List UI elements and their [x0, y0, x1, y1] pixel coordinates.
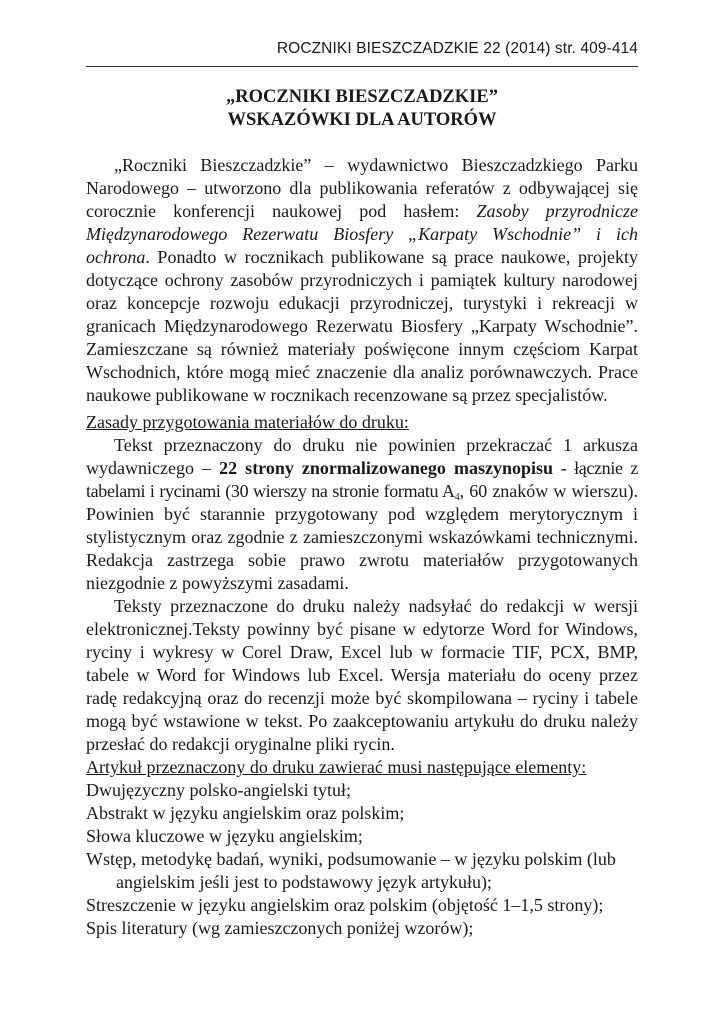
running-header: ROCZNIKI BIESZCZADZKIE 22 (2014) str. 409-414	[276, 40, 638, 57]
title-line-2: WSKAZÓWKI DLA AUTORÓW	[227, 110, 497, 130]
rules-paragraph-2: Teksty przeznaczone do druku należy nadsyłać do redakcji w wersji elektronicznej.Teksty powinny być pisane w edytorze Word for Windows, ryciny i wykresy w Corel Draw, Excel lub w formacie TIF, PCX, BMP, tabele w Word for Windows lub Excel. Wersja materiału do oceny przez radę redakcyjną oraz do recenzji może być skompilowana – ryciny i tabele mogą być wstawione w tekst. Po zaakceptowaniu artykułu do druku należy przesłać do redakcji oryginalne pliki rycin.	[86, 596, 638, 754]
header-rule	[86, 66, 638, 67]
list-item: Streszczenie w języku angielskim oraz polskim (objętość 1–1,5 strony);	[86, 895, 604, 915]
list-item: Abstrakt w języku angielskim oraz polskim;	[86, 803, 405, 823]
rules-text-1: Tekst przeznaczony do druku nie powinien przekraczać 1 arkusza wydawniczego –	[86, 435, 638, 478]
document-body	[86, 154, 638, 940]
list-item: Spis literatury (wg zamieszczonych poniżej wzorów);	[86, 918, 474, 938]
elements-heading: Artykuł przeznaczony do druku zawierać musi następujące elementy:	[86, 757, 587, 777]
rules-text-2: - łącznie z tabelami i rycinami (30 wierszy na stronie formatu A	[86, 458, 638, 501]
page-limit: 22 strony znormalizowanego maszynopisu	[219, 458, 554, 478]
document-title	[86, 86, 638, 132]
conference-title: Zasoby przyrodnicze Międzynarodowego Rezerwatu Biosfery „Karpaty Wschodnie” i ich ochrona	[86, 201, 639, 267]
rules-paragraph-1	[86, 434, 638, 595]
list-item: Słowa kluczowe w języku angielskim;	[86, 826, 363, 846]
intro-text-2: . Ponadto w rocznikach publikowane są prace naukowe, projekty dotyczące ochrony zasobów przyrodniczych i pamiątek kultury narodowej oraz koncepcje rozwoju edukacji przyrodniczej, turystyki i rekreacji w granicach Międzynarodowego Rezerwatu Biosfery „Karpaty Wschodnie”. Zamieszczane są również materiały poświęcone innym częściom Karpat Wschodnich, które mogą mieć znaczenie dla analiz porównawczych. Prace naukowe publikowane w rocznikach recenzowane są przez specjalistów.	[86, 247, 638, 405]
format-subscript: 4	[454, 492, 460, 503]
list-item: Wstęp, metodykę badań, wyniki, podsumowanie – w języku polskim (lub angielskim jeśli jest to podstawowy język artykułu);	[86, 849, 616, 892]
intro-text-1: „Roczniki Bieszczadzkie” – wydawnictwo Bieszczadzkiego Parku Narodowego – utworzono dla publikowania referatów z odbywającej się corocznie konferencji naukowej pod hasłem:	[86, 155, 638, 221]
rules-heading: Zasady przygotowania materiałów do druku:	[86, 412, 409, 432]
title-line-1: „ROCZNIKI BIESZCZADZKIE”	[226, 87, 498, 107]
intro-paragraph	[86, 154, 638, 407]
rules-text-3: , 60 znaków w wierszu). Powinien być starannie przygotowany pod względem merytorycznym i stylistycznym oraz zgodnie z zamieszczonymi wskazówkami technicznymi. Redakcja zastrzega sobie prawo zwrotu materiałów przygotowanych niezgodnie z powyższymi zasadami.	[86, 481, 638, 593]
list-item: Dwujęzyczny polsko-angielski tytuł;	[86, 780, 351, 800]
